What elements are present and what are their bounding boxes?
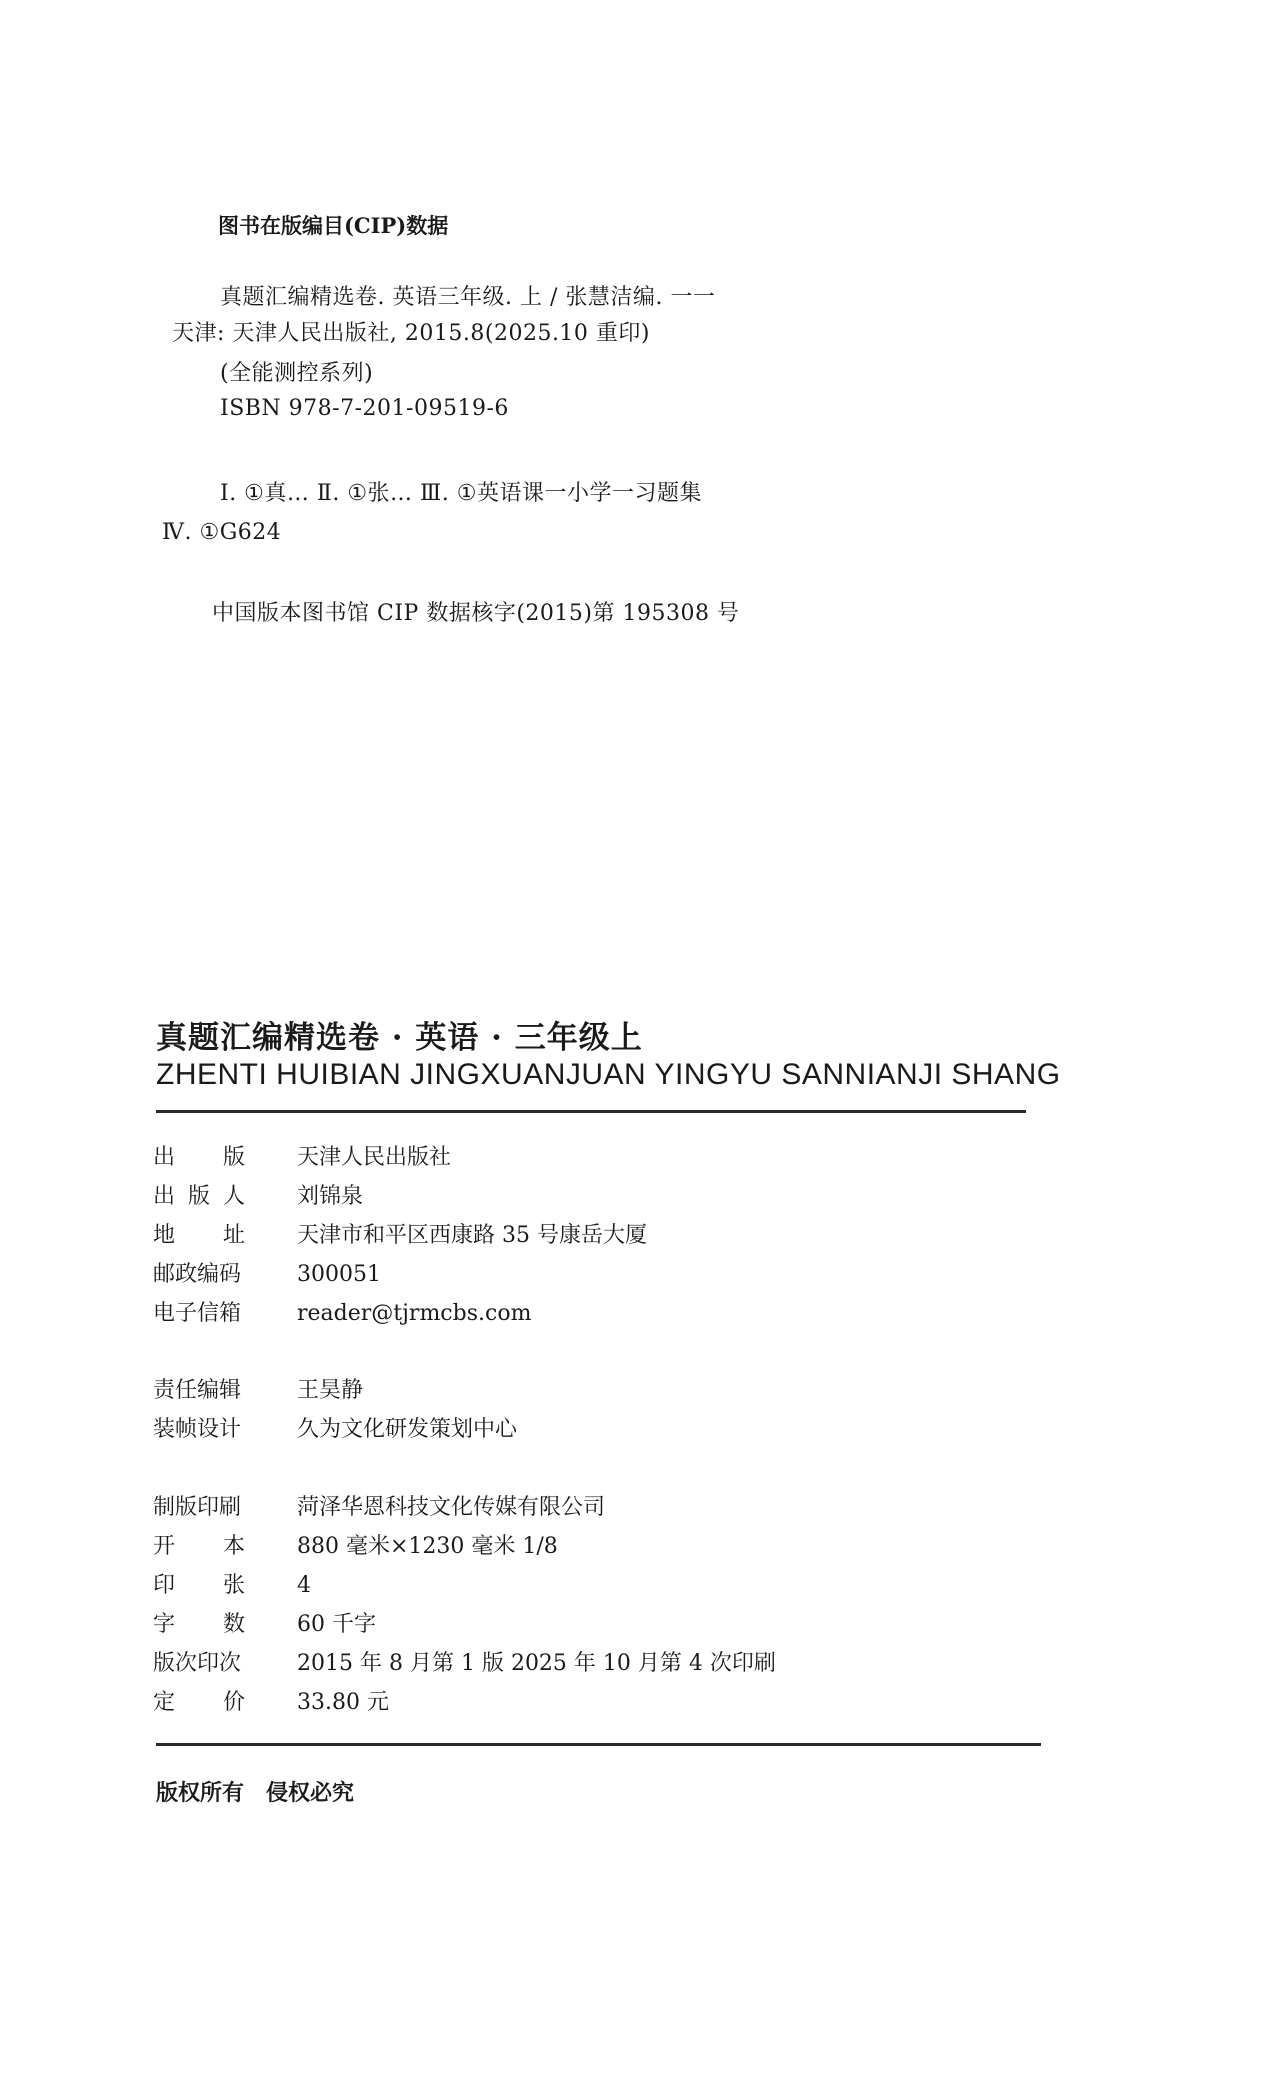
cip-subject-line: Ⅰ. ①真… Ⅱ. ①张… Ⅲ. ①英语课一小学一习题集 [220, 481, 702, 506]
info-label: 出 版 [153, 1145, 245, 1170]
cip-series-line: (全能测控系列) [220, 361, 374, 386]
info-label: 邮政编码 [153, 1262, 242, 1287]
info-label: 地 址 [153, 1223, 245, 1248]
book-title-pinyin: ZHENTI HUIBIAN JINGXUANJUAN YINGYU SANNIANJI SHANG [156, 1058, 1061, 1091]
divider-top [156, 1110, 1026, 1113]
info-value: 880 毫米×1230 毫米 1/8 [297, 1534, 558, 1559]
info-value: reader@tjrmcbs.com [297, 1301, 532, 1326]
info-label: 出 版 人 [153, 1184, 245, 1209]
info-label: 电子信箱 [153, 1301, 242, 1326]
info-value: 王昊静 [297, 1378, 364, 1403]
info-label: 责任编辑 [153, 1378, 242, 1403]
info-value: 天津人民出版社 [297, 1145, 452, 1170]
divider-bottom [156, 1743, 1041, 1746]
info-value: 33.80 元 [297, 1690, 389, 1715]
cip-isbn-line: ISBN 978-7-201-09519-6 [220, 396, 509, 421]
info-label: 开 本 [153, 1534, 245, 1559]
info-value: 4 [297, 1573, 311, 1598]
piracy-warning: 侵权必究 [266, 1780, 355, 1806]
info-value: 菏泽华恩科技文化传媒有限公司 [297, 1495, 606, 1520]
info-value: 60 千字 [297, 1612, 376, 1637]
cip-publisher-line: 天津: 天津人民出版社, 2015.8(2025.10 重印) [172, 321, 651, 346]
info-label: 制版印刷 [153, 1495, 242, 1520]
cip-title-line: 真题汇编精选卷. 英语三年级. 上 / 张慧洁编. 一一 [220, 285, 716, 310]
info-value: 300051 [297, 1262, 381, 1287]
info-label: 字 数 [153, 1612, 245, 1637]
cip-classification-line: Ⅳ. ①G624 [162, 520, 282, 545]
book-title-chinese: 真题汇编精选卷 · 英语 · 三年级上 [156, 1020, 643, 1056]
info-value: 天津市和平区西康路 35 号康岳大厦 [297, 1223, 647, 1248]
copyright-notice [156, 1776, 354, 1807]
cip-record-number-line: 中国版本图书馆 CIP 数据核字(2015)第 195308 号 [212, 601, 740, 626]
copyright-reserved: 版权所有 [156, 1780, 245, 1806]
cip-heading: 图书在版编目(CIP)数据 [218, 213, 449, 238]
info-value: 久为文化研发策划中心 [297, 1417, 518, 1442]
info-label: 版次印次 [153, 1651, 242, 1676]
info-label: 定 价 [153, 1690, 245, 1715]
info-label: 装帧设计 [153, 1417, 242, 1442]
info-label: 印 张 [153, 1573, 245, 1598]
info-value: 刘锦泉 [297, 1184, 364, 1209]
info-value: 2015 年 8 月第 1 版 2025 年 10 月第 4 次印刷 [297, 1651, 776, 1676]
